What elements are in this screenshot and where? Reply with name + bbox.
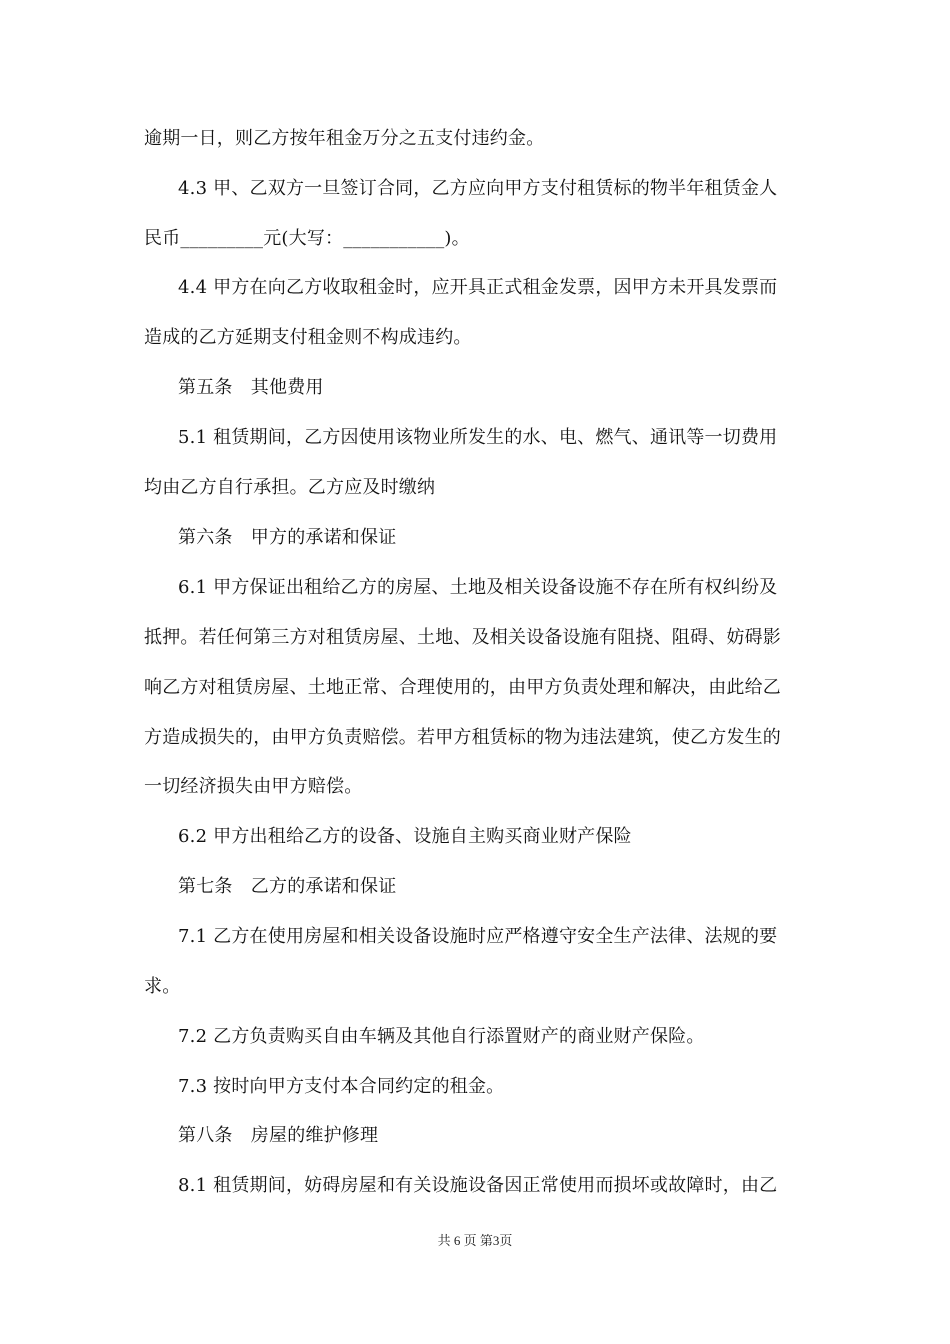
body-text-line: 响乙方对租赁房屋、土地正常、合理使用的，由甲方负责处理和解决，由此给乙 xyxy=(144,677,781,698)
clause-7-2: 7.2 乙方负责购买自由车辆及其他自行添置财产的商业财产保险。 xyxy=(178,1026,705,1047)
article-5-heading: 第五条 其他费用 xyxy=(178,377,324,398)
article-8-heading: 第八条 房屋的维护修理 xyxy=(178,1125,379,1146)
body-text-line: 抵押。若任何第三方对租赁房屋、土地、及相关设备设施有阻挠、阻碍、妨碍影 xyxy=(144,627,781,648)
page-number-footer: 共 6 页 第3页 xyxy=(437,1233,513,1248)
body-text-line: 民币_________元(大写：___________)。 xyxy=(144,228,470,249)
clause-6-1: 6.1 甲方保证出租给乙方的房屋、土地及相关设备设施不存在所有权纠纷及 xyxy=(178,577,778,598)
body-text-line: 方造成损失的，由甲方负责赔偿。若甲方租赁标的物为违法建筑，使乙方发生的 xyxy=(144,727,781,748)
clause-8-1: 8.1 租赁期间，妨碍房屋和有关设施设备因正常使用而损坏或故障时，由乙 xyxy=(178,1175,778,1196)
article-6-heading: 第六条 甲方的承诺和保证 xyxy=(178,527,397,548)
body-text-line: 造成的乙方延期支付租金则不构成违约。 xyxy=(144,327,472,348)
clause-4-4: 4.4 甲方在向乙方收取租金时，应开具正式租金发票，因甲方未开具发票而 xyxy=(178,277,778,298)
article-7-heading: 第七条 乙方的承诺和保证 xyxy=(178,876,397,897)
body-text-line: 求。 xyxy=(144,976,181,997)
body-text-line: 一切经济损失由甲方赔偿。 xyxy=(144,776,363,797)
body-text-line: 均由乙方自行承担。乙方应及时缴纳 xyxy=(144,477,436,498)
clause-7-1: 7.1 乙方在使用房屋和相关设备设施时应严格遵守安全生产法律、法规的要 xyxy=(178,926,778,947)
clause-6-2: 6.2 甲方出租给乙方的设备、设施自主购买商业财产保险 xyxy=(178,826,632,847)
clause-4-3: 4.3 甲、乙双方一旦签订合同，乙方应向甲方支付租赁标的物半年租赁金人 xyxy=(178,178,778,199)
clause-5-1: 5.1 租赁期间，乙方因使用该物业所发生的水、电、燃气、通讯等一切费用 xyxy=(178,427,778,448)
clause-7-3: 7.3 按时向甲方支付本合同约定的租金。 xyxy=(178,1076,505,1097)
body-text-line: 逾期一日，则乙方按年租金万分之五支付违约金。 xyxy=(144,128,545,149)
